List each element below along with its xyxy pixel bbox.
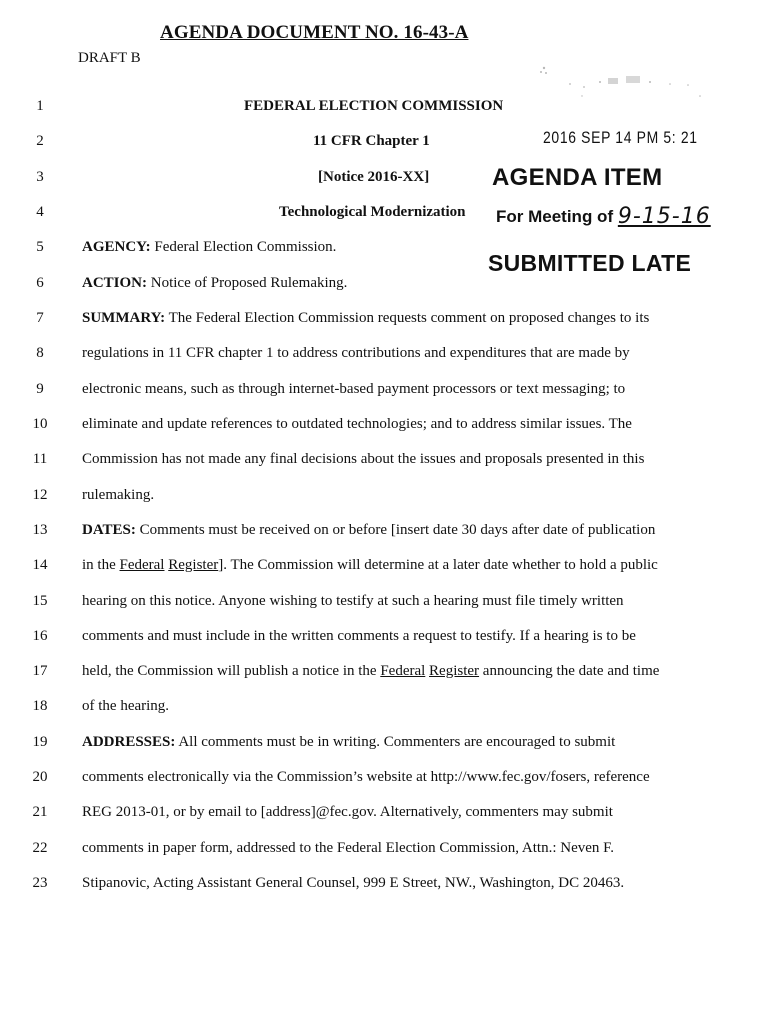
summary-line [82, 310, 649, 327]
body-line: Commission has not made any final decisions about the issues and proposals presented in this [82, 451, 645, 467]
line-number: 5 [36, 239, 44, 255]
line-number: 1 [36, 98, 44, 114]
agency-value: Federal Election Commission. [154, 239, 337, 255]
received-timestamp-stamp: 2016 SEP 14 PM 5: 21 [543, 128, 698, 147]
line-number: 14 [32, 557, 48, 573]
agency-heading: FEDERAL ELECTION COMMISSION [244, 98, 504, 114]
submitted-late-stamp: SUBMITTED LATE [488, 250, 692, 276]
body-line [82, 557, 658, 574]
line-number: 7 [36, 310, 44, 326]
body-line: comments electronically via the Commission’s website at http://www.fec.gov/fosers, reference [82, 769, 650, 785]
line-number: 18 [32, 698, 48, 714]
faint-stamp-marks [510, 60, 710, 110]
body-text: ]. The Commission will determine at a later date whether to hold a public [218, 557, 658, 573]
handwritten-meeting-date: 9-15-16 [617, 204, 711, 229]
federal-register-ref: Federal [380, 663, 426, 679]
line-number: 4 [36, 204, 44, 220]
federal-register-ref: Register [429, 663, 480, 679]
body-line: rulemaking. [82, 487, 155, 503]
action-value: Notice of Proposed Rulemaking. [150, 275, 348, 291]
body-line: REG 2013-01, or by email to [address]@fec.gov. Alternatively, commenters may submit [82, 804, 613, 820]
line-number: 6 [36, 275, 44, 291]
addresses-line [82, 734, 615, 751]
body-text: held, the Commission will publish a notice in the [82, 663, 381, 679]
cfr-chapter: 11 CFR Chapter 1 [313, 133, 430, 149]
dates-line [82, 522, 655, 539]
document-subject: Technological Modernization [279, 204, 466, 220]
agenda-item-stamp: AGENDA ITEM [492, 164, 663, 191]
body-text: announcing the date and time [479, 663, 660, 679]
body-line: regulations in 11 CFR chapter 1 to address contributions and expenditures that are made by [82, 345, 630, 361]
draft-label: DRAFT B [78, 50, 141, 66]
agency-line [82, 239, 336, 256]
line-number: 10 [32, 416, 48, 432]
line-number: 9 [36, 381, 44, 397]
agency-label: AGENCY: [82, 239, 151, 255]
body-line: comments in paper form, addressed to the Federal Election Commission, Attn.: Neven F. [82, 840, 615, 856]
body-line: comments and must include in the written comments a request to testify. If a hearing is to be [82, 628, 636, 644]
federal-register-ref: Federal [119, 557, 165, 573]
addresses-text: All comments must be in writing. Commenters are encouraged to submit [178, 734, 616, 750]
line-number: 12 [32, 487, 48, 503]
line-number: 8 [36, 345, 44, 361]
action-line [82, 275, 347, 292]
line-number: 20 [32, 769, 48, 785]
line-number: 11 [32, 451, 48, 467]
meeting-date-stamp [496, 203, 711, 228]
line-number: 3 [36, 169, 44, 185]
notice-number: [Notice 2016-XX] [318, 169, 430, 185]
agenda-document-number: AGENDA DOCUMENT NO. 16-43-A [160, 22, 469, 43]
body-line: hearing on this notice. Anyone wishing to testify at such a hearing must file timely written [82, 593, 624, 609]
line-number: 17 [32, 663, 48, 679]
line-number: 19 [32, 734, 48, 750]
line-number: 13 [32, 522, 48, 538]
line-number: 22 [32, 840, 48, 856]
action-label: ACTION: [82, 275, 148, 291]
line-number: 23 [32, 875, 48, 891]
line-number: 16 [32, 628, 48, 644]
body-line: of the hearing. [82, 698, 170, 714]
body-line [82, 663, 659, 680]
body-line: electronic means, such as through internet-based payment processors or text messaging; to [82, 381, 626, 397]
addresses-label: ADDRESSES: [82, 734, 176, 750]
summary-text: The Federal Election Commission requests comment on proposed changes to its [168, 310, 650, 326]
body-line: Stipanovic, Acting Assistant General Counsel, 999 E Street, NW., Washington, DC 20463. [82, 875, 625, 891]
line-number: 15 [32, 593, 48, 609]
body-line: eliminate and update references to outdated technologies; and to address similar issues. The [82, 416, 632, 432]
federal-register-ref: Register [168, 557, 219, 573]
dates-text: Comments must be received on or before [insert date 30 days after date of publication [139, 522, 656, 538]
line-number: 2 [36, 133, 44, 149]
line-number: 21 [32, 804, 48, 820]
dates-label: DATES: [82, 522, 136, 538]
body-text: in the [82, 557, 120, 573]
summary-label: SUMMARY: [82, 310, 166, 326]
for-meeting-label: For Meeting of [496, 207, 614, 226]
